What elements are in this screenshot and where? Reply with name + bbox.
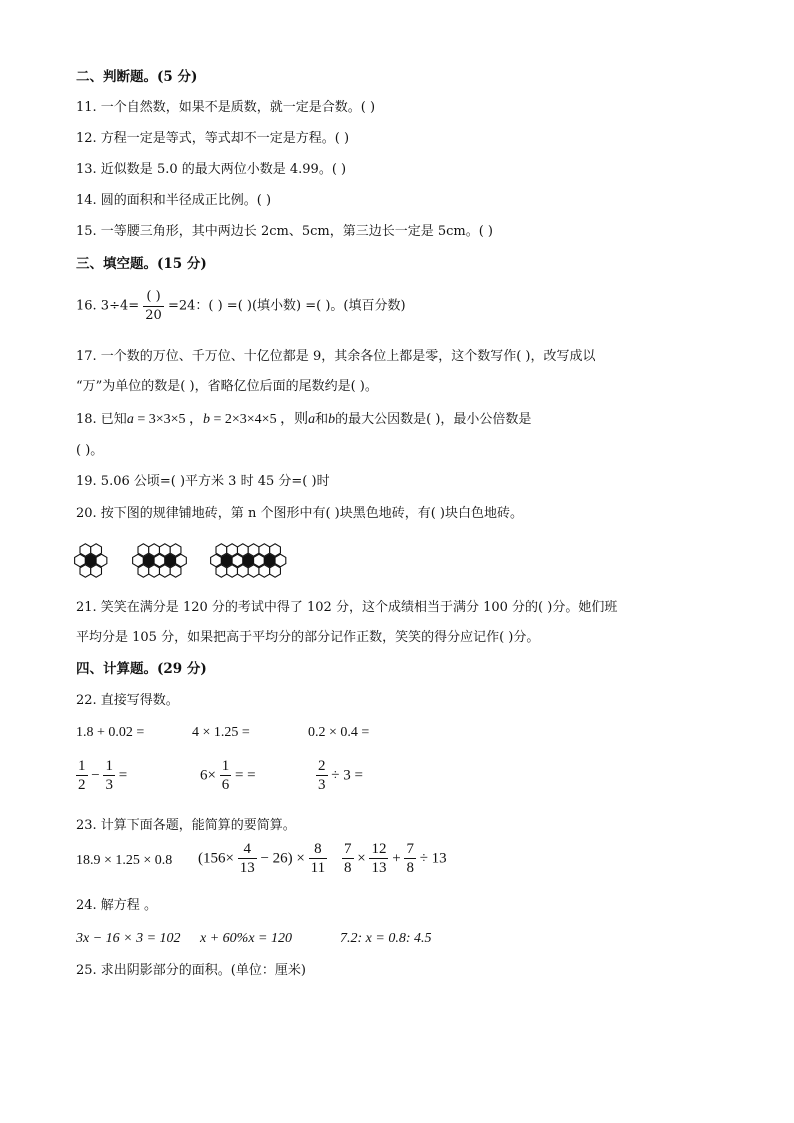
q18-and: 和 — [315, 412, 329, 427]
white-hex-tile — [275, 554, 286, 566]
black-hex-tile — [165, 554, 176, 566]
q23-b-num1: 4 — [238, 840, 257, 859]
q16-fraction-den: 20 — [145, 308, 162, 323]
q22-item-3: 0.2 × 0.4 = — [308, 725, 370, 740]
white-hex-tile — [149, 565, 160, 577]
white-hex-tile — [80, 565, 91, 577]
q22-item-5 — [200, 757, 256, 794]
white-hex-tile — [154, 554, 165, 566]
question-14: 14. 圆的面积和半径成正比例。( ) — [76, 193, 272, 208]
white-hex-tile — [259, 544, 270, 556]
white-hex-tile — [159, 544, 170, 556]
q18-var-b: b — [203, 412, 210, 427]
white-hex-tile — [138, 565, 149, 577]
white-hex-tile — [237, 544, 248, 556]
q23-c-den1: 8 — [344, 860, 352, 876]
white-hex-tile — [227, 544, 238, 556]
question-20: 20. 按下图的规律铺地砖，第 n 个图形中有( )块黑色地砖，有( )块白色地砖。 — [76, 506, 523, 521]
question-17-line1: 17. 一个数的万位、千万位、十亿位都是 9，其余各位上都是零，这个数写作( )，改写成以 — [76, 349, 596, 364]
q22-f2-eq: = = — [234, 767, 256, 784]
white-hex-tile — [254, 554, 265, 566]
q23-item-1: 18.9 × 1.25 × 0.8 — [76, 853, 173, 868]
white-hex-tile — [96, 554, 107, 566]
q22-f3-den: 3 — [318, 777, 326, 793]
question-17-line2: “万”为单位的数是( )，省略亿位后面的尾数约是( )。 — [76, 379, 378, 394]
white-hex-tile — [270, 565, 281, 577]
q23-c-op1: × — [357, 850, 366, 867]
q18-lead: 18. 已知 — [76, 412, 127, 427]
q18-tail: 的最大公因数是( )，最小公倍数是 — [335, 412, 532, 427]
q24-item-1: 3x − 16 × 3 = 102 — [76, 931, 181, 946]
q23-b-num2: 8 — [309, 840, 327, 859]
q22-item-2: 4 × 1.25 = — [192, 725, 250, 740]
q23-c-op2: + — [392, 850, 401, 867]
q18-a-value: = 3×3×5 ， — [133, 412, 203, 427]
white-hex-tile — [270, 544, 281, 556]
question-21-line2: 平均分是 105 分，如果把高于平均分的部分记作正数，笑笑的得分应记作( )分。 — [76, 630, 540, 645]
q22-f1-op: − — [91, 767, 100, 784]
q24-item-2: x + 60%x = 120 — [200, 931, 292, 946]
black-hex-tile — [143, 554, 154, 566]
q22-f2-pre: 6× — [200, 767, 216, 784]
q16-rest: =24：( ) =( )(填小数) =( )。(填百分数) — [167, 298, 406, 314]
question-12: 12. 方程一定是等式，等式却不一定是方程。( ) — [76, 131, 350, 146]
q22-f2-num: 1 — [221, 758, 230, 774]
white-hex-tile — [232, 554, 243, 566]
q16-fraction-num: ( ) — [143, 288, 164, 307]
q22-f2-den: 6 — [221, 777, 230, 793]
q22-f1-num2: 1 — [105, 758, 113, 774]
question-23: 23. 计算下面各题，能简算的要简算。 — [76, 818, 296, 833]
section-title-fill-in: 三、填空题。(15 分) — [76, 256, 207, 272]
q23-c-den2: 13 — [371, 860, 387, 876]
section-title-calculation: 四、计算题。(29 分) — [76, 661, 207, 677]
q18-b-value: = 2×3×4×5 ，则 — [210, 412, 309, 427]
black-hex-tile — [243, 554, 254, 566]
question-22: 22. 直接写得数。 — [76, 693, 179, 708]
hexagon-tile-pattern-figure — [74, 540, 294, 580]
white-hex-tile — [170, 565, 181, 577]
q23-b-mid: − 26) × — [260, 850, 305, 867]
white-hex-tile — [149, 544, 160, 556]
white-hex-tile — [91, 544, 102, 556]
white-hex-tile — [211, 554, 222, 566]
q18-var-b2: b — [328, 412, 336, 427]
white-hex-tile — [75, 554, 86, 566]
white-hex-tile — [216, 544, 227, 556]
black-hex-tile — [221, 554, 232, 566]
q22-f3-num: 2 — [318, 758, 326, 774]
question-24: 24. 解方程 。 — [76, 898, 157, 913]
q18-var-a: a — [126, 412, 134, 427]
question-25: 25. 求出阴影部分的面积。(单位：厘米) — [76, 963, 306, 978]
q22-f3-post: ÷ 3 = — [331, 767, 363, 784]
q23-b-den2: 11 — [310, 860, 326, 876]
q23-c-num1: 7 — [344, 841, 352, 857]
white-hex-tile — [170, 544, 181, 556]
q22-f1-num1: 1 — [78, 758, 86, 774]
question-13: 13. 近似数是 5.0 的最大两位小数是 4.99。( ) — [76, 162, 347, 177]
question-15: 15. 一等腰三角形，其中两边长 2cm、5cm，第三边长一定是 5cm。( ) — [76, 224, 493, 239]
q23-c-num2: 12 — [371, 841, 387, 857]
question-18-line2: ( )。 — [76, 443, 104, 458]
q16-lead: 16. 3÷4= — [76, 298, 140, 314]
black-hex-tile — [264, 554, 275, 566]
white-hex-tile — [216, 565, 227, 577]
q23-item-2 — [198, 840, 327, 877]
q22-item-4 — [76, 757, 127, 794]
white-hex-tile — [91, 565, 102, 577]
white-hex-tile — [237, 565, 248, 577]
black-hex-tile — [85, 554, 96, 566]
q23-c-post: ÷ 13 — [419, 850, 447, 867]
q18-var-a2: a — [308, 412, 316, 427]
white-hex-tile — [259, 565, 270, 577]
question-11: 11. 一个自然数，如果不是质数，就一定是合数。( ) — [76, 100, 376, 115]
white-hex-tile — [138, 544, 149, 556]
section-title-judgement: 二、判断题。(5 分) — [76, 69, 198, 85]
white-hex-tile — [248, 544, 259, 556]
white-hex-tile — [176, 554, 187, 566]
white-hex-tile — [227, 565, 238, 577]
q23-item-3 — [342, 840, 447, 877]
white-hex-tile — [159, 565, 170, 577]
q22-f1-den1: 2 — [78, 777, 86, 793]
question-21-line1: 21. 笑笑在满分是 120 分的考试中得了 102 分，这个成绩相当于满分 100 分的( )分。她们班 — [76, 600, 618, 615]
q16-fraction — [143, 288, 164, 325]
question-18-line1 — [76, 411, 531, 429]
white-hex-tile — [80, 544, 91, 556]
question-16 — [76, 288, 406, 325]
q22-f1-den2: 3 — [105, 777, 113, 793]
q22-item-6 — [316, 757, 363, 794]
q23-b-den1: 13 — [239, 860, 255, 876]
white-hex-tile — [133, 554, 144, 566]
q24-item-3: 7.2: x = 0.8: 4.5 — [340, 931, 432, 946]
question-19: 19. 5.06 公顷=( )平方米 3 时 45 分=( )时 — [76, 474, 330, 489]
white-hex-tile — [248, 565, 259, 577]
q23-c-num3: 7 — [406, 841, 414, 857]
q23-b-pre: (156× — [198, 850, 234, 867]
q22-item-1: 1.8 + 0.02 = — [76, 725, 145, 740]
q23-c-den3: 8 — [406, 860, 414, 876]
q22-f1-eq: = — [118, 767, 128, 784]
